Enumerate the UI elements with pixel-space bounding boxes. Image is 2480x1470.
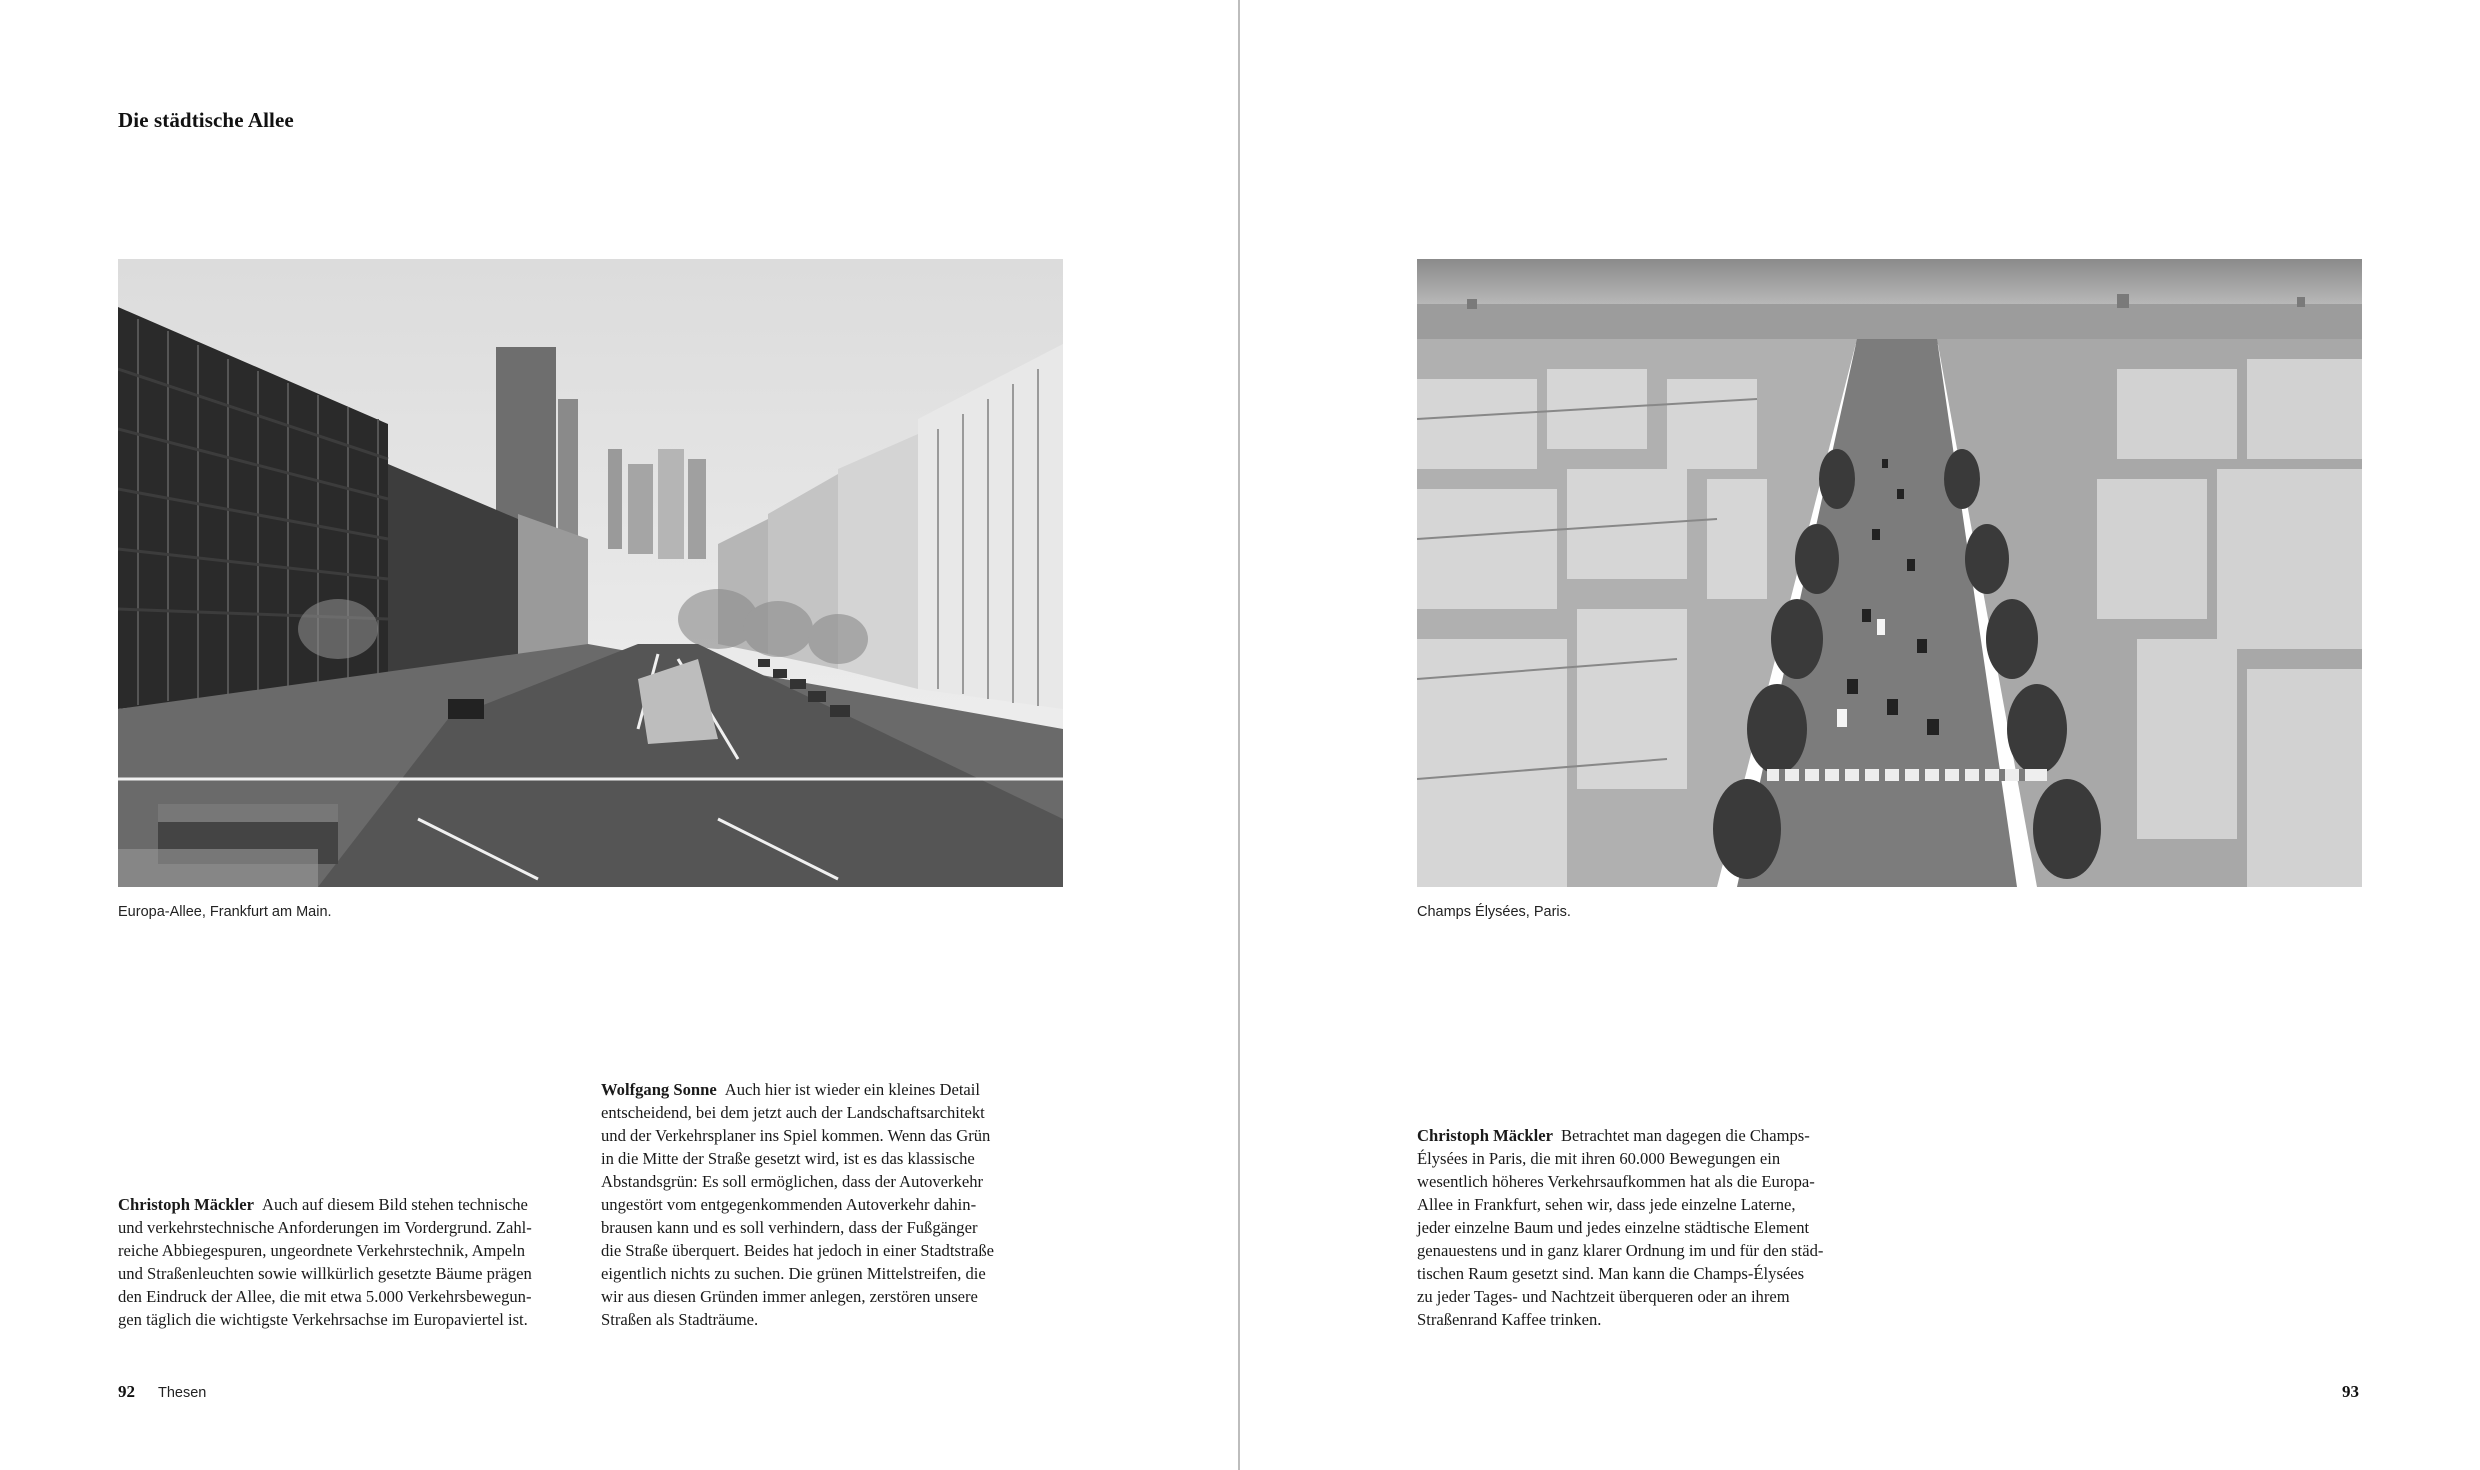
quote-line: gen täglich die wichtigste Verkehrsachse im Europaviertel ist. xyxy=(118,1310,528,1329)
europa-allee-photo-drawing xyxy=(118,259,1063,887)
quote-line: reiche Abbiegespuren, ungeordnete Verkehrstechnik, Ampeln xyxy=(118,1241,526,1260)
page-number-right: 93 xyxy=(2342,1382,2359,1401)
running-head: Thesen xyxy=(158,1385,207,1401)
quote-line: Abstandsgrün: Es soll ermöglichen, dass der Autoverkehr xyxy=(601,1172,984,1191)
quote-line: wesentlich höheres Verkehrsaufkommen hat als die Europa- xyxy=(1417,1172,1815,1191)
page-number-left: 92 xyxy=(118,1382,135,1401)
quote-christoph-maeckler-left xyxy=(118,1193,618,1331)
champs-elysees-photo-drawing xyxy=(1417,259,2362,887)
left-page xyxy=(0,0,1238,1470)
quote-line: Straßenrand Kaffee trinken. xyxy=(1417,1310,1602,1329)
quote-line: jeder einzelne Baum und jedes einzelne städtische Element xyxy=(1417,1218,1810,1237)
quote-line: Allee in Frankfurt, sehen wir, dass jede einzelne Laterne, xyxy=(1417,1195,1796,1214)
right-page xyxy=(1240,0,2480,1470)
photo-europa-allee xyxy=(118,259,1063,887)
quote-line: eigentlich nichts zu suchen. Die grünen Mittelstreifen, die xyxy=(601,1264,986,1283)
quote-speaker: Christoph Mäckler xyxy=(118,1195,254,1214)
quote-line: in die Mitte der Straße gesetzt wird, ist es das klassische xyxy=(601,1149,975,1168)
quote-christoph-maeckler-right xyxy=(1417,1124,1917,1331)
quote-line: genauestens und in ganz klarer Ordnung im und für den städ- xyxy=(1417,1241,1824,1260)
quote-line: Auch hier ist wieder ein kleines Detail xyxy=(724,1080,981,1099)
section-title: Die städtische Allee xyxy=(118,108,294,132)
quote-line: tischen Raum gesetzt sind. Man kann die Champs-Élysées xyxy=(1417,1264,1805,1283)
quote-line: ungestört vom entgegenkommenden Autoverkehr dahin- xyxy=(601,1195,977,1214)
quote-line: die Straße überquert. Beides hat jedoch in einer Stadtstraße xyxy=(601,1241,995,1260)
photo-champs-elysees xyxy=(1417,259,2362,887)
quote-line: und der Verkehrsplaner ins Spiel kommen. Wenn das Grün xyxy=(601,1126,991,1145)
quote-line: zu jeder Tages- und Nachtzeit überqueren oder an ihrem xyxy=(1417,1287,1790,1306)
quote-line: wir aus diesen Gründen immer anlegen, zerstören unsere xyxy=(601,1287,978,1306)
quote-line: und verkehrstechnische Anforderungen im Vordergrund. Zahl- xyxy=(118,1218,532,1237)
quote-line: den Eindruck der Allee, die mit etwa 5.000 Verkehrsbewegun- xyxy=(118,1287,532,1306)
quote-line: Straßen als Stadträume. xyxy=(601,1310,759,1329)
quote-line: und Straßenleuchten sowie willkürlich gesetzte Bäume prägen xyxy=(118,1264,532,1283)
quote-line: entscheidend, bei dem jetzt auch der Landschaftsarchitekt xyxy=(601,1103,985,1122)
photo-caption-champs-elysees: Champs Élysées, Paris. xyxy=(1417,904,1571,920)
quote-line: Auch auf diesem Bild stehen technische xyxy=(261,1195,528,1214)
quote-wolfgang-sonne xyxy=(601,1078,1101,1331)
quote-speaker: Christoph Mäckler xyxy=(1417,1126,1553,1145)
quote-speaker: Wolfgang Sonne xyxy=(601,1080,717,1099)
photo-caption-europa-allee: Europa-Allee, Frankfurt am Main. xyxy=(118,904,332,920)
quote-line: Élysées in Paris, die mit ihren 60.000 Bewegungen ein xyxy=(1417,1149,1781,1168)
quote-line: brausen kann und es soll verhindern, dass der Fußgänger xyxy=(601,1218,978,1237)
quote-line: Betrachtet man dagegen die Champs- xyxy=(1560,1126,1810,1145)
